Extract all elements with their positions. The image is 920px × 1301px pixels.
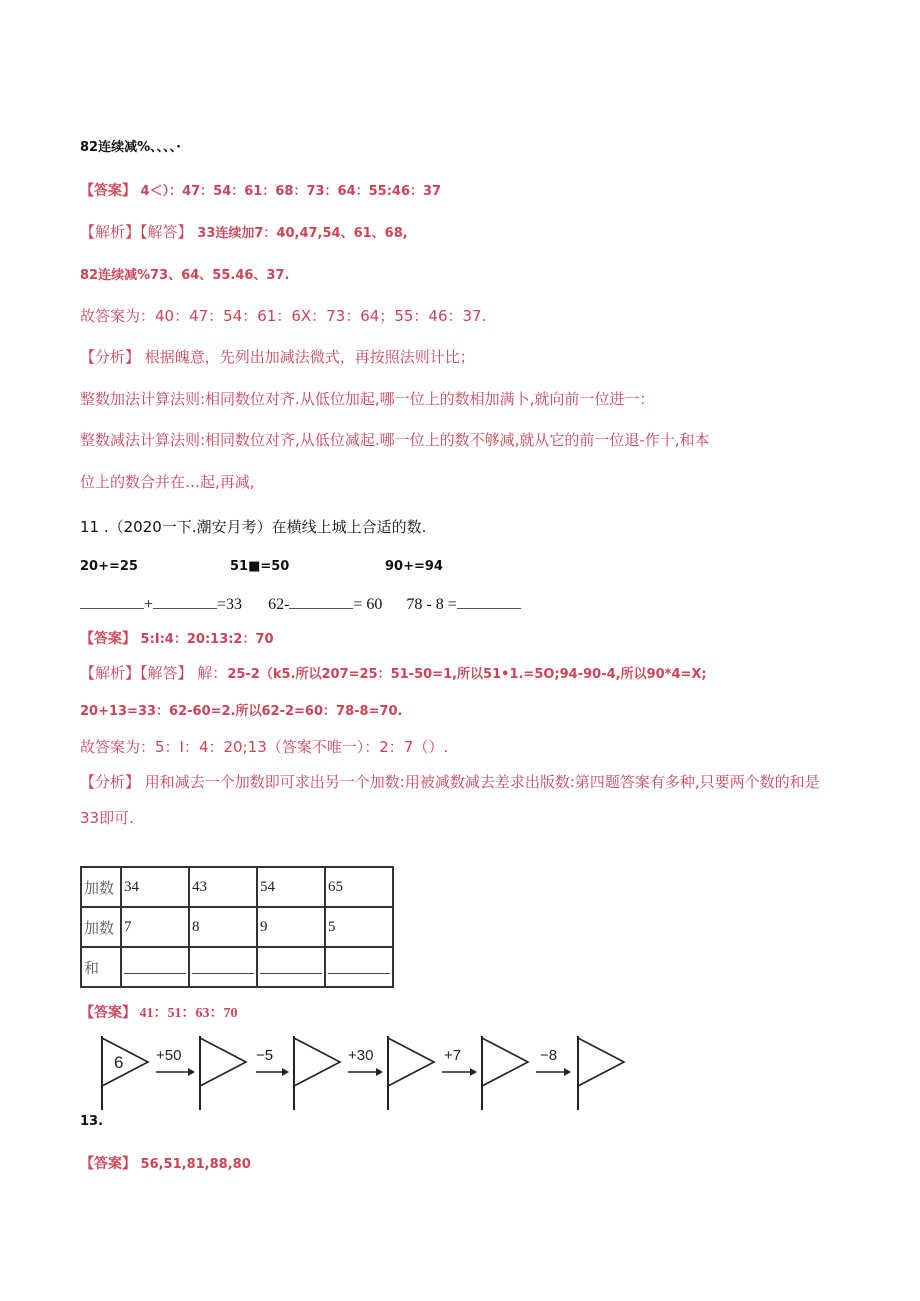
sum-blank-cell[interactable] bbox=[189, 947, 257, 987]
fenxi-text: 用和减去一个加数即可求出另一个加数:用被减数减去差求出版数:第四题答案有多种,只要两个数的和是 bbox=[144, 773, 820, 791]
fenxi-tag: 【分析】 bbox=[80, 773, 141, 791]
arrow-icon bbox=[376, 1068, 383, 1076]
q10-answer-line bbox=[80, 180, 441, 200]
flag-shape[interactable] bbox=[388, 1036, 434, 1110]
analysis-text-lead: 解： bbox=[197, 664, 228, 682]
flag-shape bbox=[102, 1036, 148, 1110]
flag-shape[interactable] bbox=[200, 1036, 246, 1110]
answer-tag: 【答案】 bbox=[80, 1006, 136, 1021]
plus-sign: + bbox=[144, 596, 154, 613]
fenxi-tag: 【分析】 bbox=[80, 348, 141, 366]
table-cell: 34 bbox=[121, 867, 189, 907]
q10-fenxi-line bbox=[80, 346, 475, 367]
op-label: +30 bbox=[348, 1047, 374, 1064]
table-cell: 5 bbox=[325, 907, 393, 947]
arrow-icon bbox=[564, 1068, 571, 1076]
q10-analysis-2: 82连续减%73、64、55.46、37. bbox=[80, 268, 290, 283]
q11-stem: 11 .（2020一下.潮安月考）在横线上城上合适的数. bbox=[80, 518, 427, 536]
q11-eq-row-2 bbox=[80, 594, 521, 614]
analysis-text: 33连续加7：40,47,54、61、68, bbox=[197, 226, 408, 241]
row-label: 加数 bbox=[81, 907, 121, 947]
row-label: 加数 bbox=[81, 867, 121, 907]
op-label: −5 bbox=[256, 1047, 274, 1064]
table-cell: 54 bbox=[257, 867, 325, 907]
flag-shape[interactable] bbox=[294, 1036, 340, 1110]
addition-table bbox=[80, 866, 394, 988]
arrow-icon bbox=[470, 1068, 477, 1076]
q11-eq-1: 20+=25 bbox=[80, 559, 138, 574]
answer-blank[interactable] bbox=[289, 594, 353, 609]
q11-answer-line bbox=[80, 628, 274, 648]
q11-eq-2: 51■=50 bbox=[230, 559, 290, 574]
analysis-tag: 【解析】【解答】 bbox=[80, 664, 193, 682]
flag-start-value: 6 bbox=[114, 1053, 124, 1072]
arrow-icon bbox=[282, 1068, 289, 1076]
answer-text: 56,51,81,88,80 bbox=[140, 1157, 251, 1172]
q13-answer-line bbox=[80, 1153, 251, 1173]
row-label: 和 bbox=[81, 947, 121, 987]
answer-blank[interactable] bbox=[153, 594, 217, 609]
sum-blank-cell[interactable] bbox=[325, 947, 393, 987]
q11-analysis-2: 20+13=33：62-60=2.所以62-2=60：78-8=70. bbox=[80, 704, 403, 719]
table-row bbox=[81, 947, 393, 987]
eq-4-result: =33 bbox=[217, 596, 243, 613]
flag-shape[interactable] bbox=[578, 1036, 624, 1110]
q11-analysis-line bbox=[80, 662, 707, 683]
answer-tag: 【答案】 bbox=[80, 183, 136, 199]
sum-blank-cell[interactable] bbox=[121, 947, 189, 987]
q10-rule-sub: 整数减法计算法则:相同数位对齐,从低位减起.哪一位上的数不够减,就从它的前一位退-作十,和本 bbox=[80, 431, 710, 449]
analysis-tag: 【解析】【解答】 bbox=[80, 223, 193, 241]
q10-analysis-line bbox=[80, 221, 408, 242]
q10-rule-add: 整数加法计算法则:相同数位对齐.从低位加起,哪一位上的数相加满卜,就向前一位进一： bbox=[80, 390, 655, 408]
q10-so-answer: 故答案为：40：47：54：61：6X：73：64；55：46：37. bbox=[80, 307, 487, 325]
arrow-icon bbox=[188, 1068, 195, 1076]
eq-5-right: = 60 bbox=[353, 596, 383, 613]
answer-text: 5:I:4：20:13:2：70 bbox=[140, 632, 274, 647]
op-label: −8 bbox=[540, 1047, 558, 1064]
eq-6: 78 - 8 = bbox=[406, 596, 457, 613]
answer-text: 4＜）：47：54：61：68：73：64：55:46：37 bbox=[140, 184, 442, 199]
sum-blank-cell[interactable] bbox=[257, 947, 325, 987]
table-cell: 9 bbox=[257, 907, 325, 947]
q12-answer-line bbox=[80, 1002, 238, 1022]
table-cell: 65 bbox=[325, 867, 393, 907]
answer-tag: 【答案】 bbox=[80, 631, 136, 647]
q11-fenxi-line bbox=[80, 771, 820, 792]
answer-tag: 【答案】 bbox=[80, 1156, 136, 1172]
answer-blank[interactable] bbox=[457, 594, 521, 609]
q13-number: 13. bbox=[80, 1114, 104, 1129]
fenxi-text: 根据魄意，先列出加减法微式，再按照法则计比； bbox=[144, 348, 475, 366]
op-label: +7 bbox=[444, 1047, 462, 1064]
answer-text: 41：51：63：70 bbox=[139, 1006, 238, 1021]
q10-rule-sub-cont: 位上的数合并在…起,再减, bbox=[80, 473, 255, 491]
op-label: +50 bbox=[156, 1047, 182, 1064]
q11-eq-3: 90+=94 bbox=[385, 559, 443, 574]
table-row bbox=[81, 867, 393, 907]
q11-so-answer: 故答案为：5：I：4：20;13（答案不唯一）：2：7（）. bbox=[80, 738, 449, 756]
table-row bbox=[81, 907, 393, 947]
flag-chain-diagram bbox=[96, 1030, 636, 1112]
table-cell: 8 bbox=[189, 907, 257, 947]
table-cell: 7 bbox=[121, 907, 189, 947]
flag-shape[interactable] bbox=[482, 1036, 528, 1110]
eq-5-left: 62- bbox=[268, 596, 290, 613]
table-cell: 43 bbox=[189, 867, 257, 907]
analysis-text: 25-2（k5.所以207=25：51-50=1,所以51•1.=5O;94-90-4,所以90*4=X; bbox=[227, 667, 707, 682]
q11-fenxi-cont: 33即可. bbox=[80, 809, 134, 827]
q10-stem: 82连续减%、、、、· bbox=[80, 140, 182, 155]
answer-blank[interactable] bbox=[80, 594, 144, 609]
